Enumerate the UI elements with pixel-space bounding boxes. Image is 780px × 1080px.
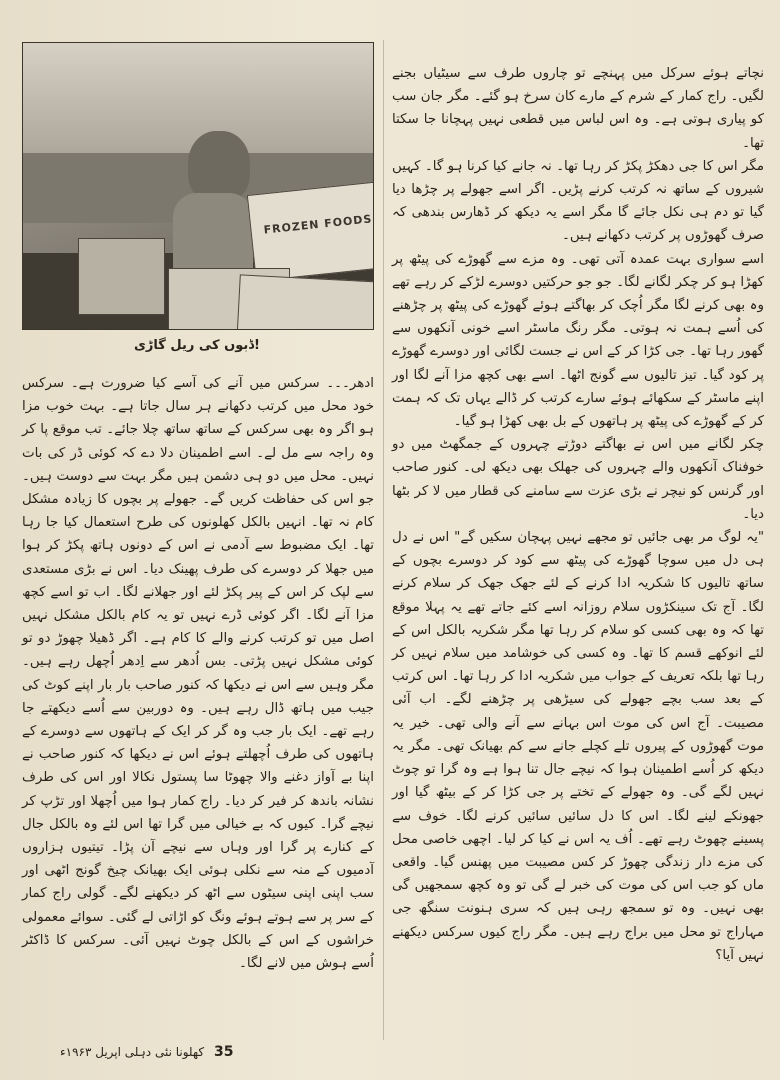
page-footer <box>60 1044 380 1066</box>
left-column <box>22 372 374 1040</box>
paragraph: نچاتے ہوئے سرکل میں پہنچے تو چاروں طرف سے سیٹیاں بجنے لگیں۔ راج کمار کے شرم کے مارے کان سرخ ہو گئے۔ مگر جان سب کو پیاری ہوتی ہے۔ وہ اس لباس میں قطعی نہیں پہچانا جا سکتا تھا۔ <box>392 66 764 151</box>
photo-boy-with-boxes <box>22 42 374 330</box>
column-divider <box>383 40 384 1040</box>
paragraph: اسے سواری بہت عمدہ آتی تھی۔ وہ مزے سے گھوڑے کی پیٹھ پر کھڑا ہو کر چکر لگانے لگا۔ جو جو حرکتیں دوسرے لڑکے کر رہے تھے وہ بھی کرنے لگا مگر اُچک کر بھاگتے ہوئے گھوڑے کی پیٹھ پر چڑھنے کی اُسے ہمت نہ ہوتی۔ مگر رنگ ماسٹر اسے خونی آنکھوں سے گھور رہا تھا۔ جی کڑا کر کے اس نے جست لگائی اور دوسرے گھوڑے پر کود گیا۔ تیز تالیوں سے گونج اٹھا۔ اسے بھی کچھ مزا آنے لگا اور اپنے ماسٹر کے سکھائے ہوئے سارے کرتب کر ڈالے یہاں تک کہ ہمت کر کے گھوڑے کی پیٹھ پر ہاتھوں کے بل بھی کھڑا ہو گیا۔ <box>392 251 765 430</box>
photo-caption: ڈبوں کی ریل گاڑی! <box>134 338 260 353</box>
paragraph: چکر لگانے میں اس نے بھاگتے دوڑتے چہروں کے جمگھٹ میں دو خوفناک آنکھوں والے چہروں کی جھلک بھی دیکھ لی۔ کنور صاحب اور گرنس کو نیچر نے بڑی عزت سے سامنے کی قطار میں لا کر بٹھا دیا۔ <box>392 437 764 522</box>
photo-box <box>78 238 165 315</box>
paragraph: ادھر۔۔۔ سرکس میں آنے کی آسے کیا ضرورت ہے۔ سرکس خود محل میں کرتب دکھانے ہر سال جاتا ہے۔ بہت خوب مزا ہو اگر وہ بھی سرکس کے ساتھ ساتھ چلا جائے۔ تب موقع پا کر وہ راجہ سے مل لے۔ اسے اطمینان دلا دے کہ کوئی ڈر کی بات نہیں۔ محل میں دو ہی دشمن ہیں مگر بہت سے دوست ہیں۔ جو اس کی حفاظت کریں گے۔ جھولے پر بچوں کا زیادہ مشکل کام نہ تھا۔ انہیں بالکل کھلونوں کی طرح استعمال کیا جا رہا تھا۔ ایک مضبوط سے آدمی نے اس کے دونوں ہاتھ پکڑ کر ہوا میں جھلا کر دوسرے کی طرف پھینک دیا۔ اس نے بڑی مستعدی سے لپک کر اس کے پیر پکڑ لئے اور جھلانے لگا۔ اب تو اسے کچھ مزا آنے لگا۔ اگر کوئی ڈرے نہیں تو یہ کام بالکل مشکل نہیں اصل میں تو کرتب کرنے والے کا کام ہے۔ اگر ڈھیلا چھوڑ دو تو کوئی مشکل نہیں پڑتی۔ بس اُدھر سے اِدھر اُچھل رہے ہیں۔ مگر وہیں سے اس نے دیکھا کہ کنور صاحب بار بار اپنے کوٹ کی جیب میں ہاتھ ڈال رہے ہیں۔ وہ دوربین سے اُسے دیکھتے جا رہے تھے۔ ایک بار جب وہ گر کر ایک کے ہاتھوں سے دوسرے کے ہاتھوں کی طرف اُچھلتے ہوئے اس نے دیکھا کہ کنور صاحب نے اپنا بے آواز دغنے والا چھوٹا سا پستول نکالا اور اس کی طرف نشانہ باندھ کر فیر کر دیا۔ راج کمار ہوا میں اُچھلا اور تڑپ کر نیچے گرا۔ کیوں کہ بے خیالی میں گرا تھا اس لئے وہ بالکل جال کے کنارے پر گرا اور وہاں سے نیچے آن پڑا۔ تیتیوں ہزاروں آدمیوں کے منہ سے نکلی ہوئی ایک بھیانک چیخ گونج اٹھی اور سب اپنی اپنی سیٹوں سے اٹھ کر دیکھنے لگے۔ گولی راج کمار کے سر پر سے ہوتے ہوئے ونگ کو اڑاتی لے گئی۔ سوائے معمولی خراشوں کے اس کے بالکل چوٹ نہیں آئی۔ سرکس کا ڈاکٹر اُسے ہوش میں لانے لگا۔ <box>22 376 374 972</box>
paragraph: مگر اس کا جی دھکڑ پکڑ کر رہا تھا۔ نہ جانے کیا کرنا ہو گا۔ کہیں شیروں کے ساتھ نہ کرتب کرنے پڑیں۔ اگر اسے جھولے پر چڑھا دیا گیا تو دم ہی نکل جائے گا مگر اسے یہ دیکھ کر ڈھارس بندھی کہ صرف گھوڑوں پر کرتب دکھانے ہیں۔ <box>392 158 764 244</box>
photo-box <box>236 274 374 330</box>
photo-boy-body <box>173 193 253 273</box>
right-column <box>392 62 764 1042</box>
paragraph: "یہ لوگ مر بھی جائیں تو مجھے نہیں پہچان سکیں گے" اس نے دل ہی دل میں سوچا گھوڑے کی پیٹھ سے کود کر دوسرے بچوں کے ساتھ تالیوں کا شکریہ ادا کرنے کے لئے جھک جھک کر سلام کرنے لگا۔ آج تک سینکڑوں سلام روزانہ اسے کئے جاتے تھے یہ پہلا موقع تھا کہ وہ بھی کسی کو سلام کر رہا تھا مگر شکریہ بالکل اس کے لئے انوکھے قسم کا تھا۔ وہ کسی کی خوشامد میں سلام نہیں کر رہا تھا بلکہ تعریف کے جواب میں شکریہ ادا کر رہا تھا۔ اس کرتب کے بعد سب بچے جھولے کی سیڑھی پر چڑھنے لگے۔ اب آئی مصیبت۔ آج اس کی موت اس بہانے سے آنے والی تھی۔ خیر یہ موت گھوڑوں کے پیروں تلے کچلے جانے سے کم بھیانک تھی۔ مگر یہ دیکھ کر اُسے اطمینان ہوا کہ نیچے جال تنا ہوا ہے وہ گرا تو چوٹ نہیں لگے گی۔ وہ جھولے کے تختے پر جی کڑا کر کے بیٹھ گیا اور جھونکے لینے لگا۔ اس کا دل سائیں سائیں کرنے لگا۔ خوف سے پسینے چھوٹ رہے تھے۔ اُف یہ اس نے کیا کر لیا۔ اچھی خاصی محل کی مزے دار زندگی چھوڑ کر کس مصیبت میں پھنس گیا۔ واقعی ماں کو جب اس کی موت کی خبر لے گی تو وہ کچھ سمجھیں گی بھی نہیں۔ وہ تو سمجھ رہی ہیں کہ سری ہنونت سنگھ جی مہاراج تو محل میں براج رہے ہیں۔ مگر راج کیوں سرکس دیکھنے نہیں آیا؟ <box>392 530 764 963</box>
footer-text: کھلونا نئی دہلی اپریل ۱۹۶۳ء <box>60 1045 205 1059</box>
page-number: 35 <box>213 1044 234 1060</box>
box-label: FROZEN FOODS <box>263 212 373 237</box>
